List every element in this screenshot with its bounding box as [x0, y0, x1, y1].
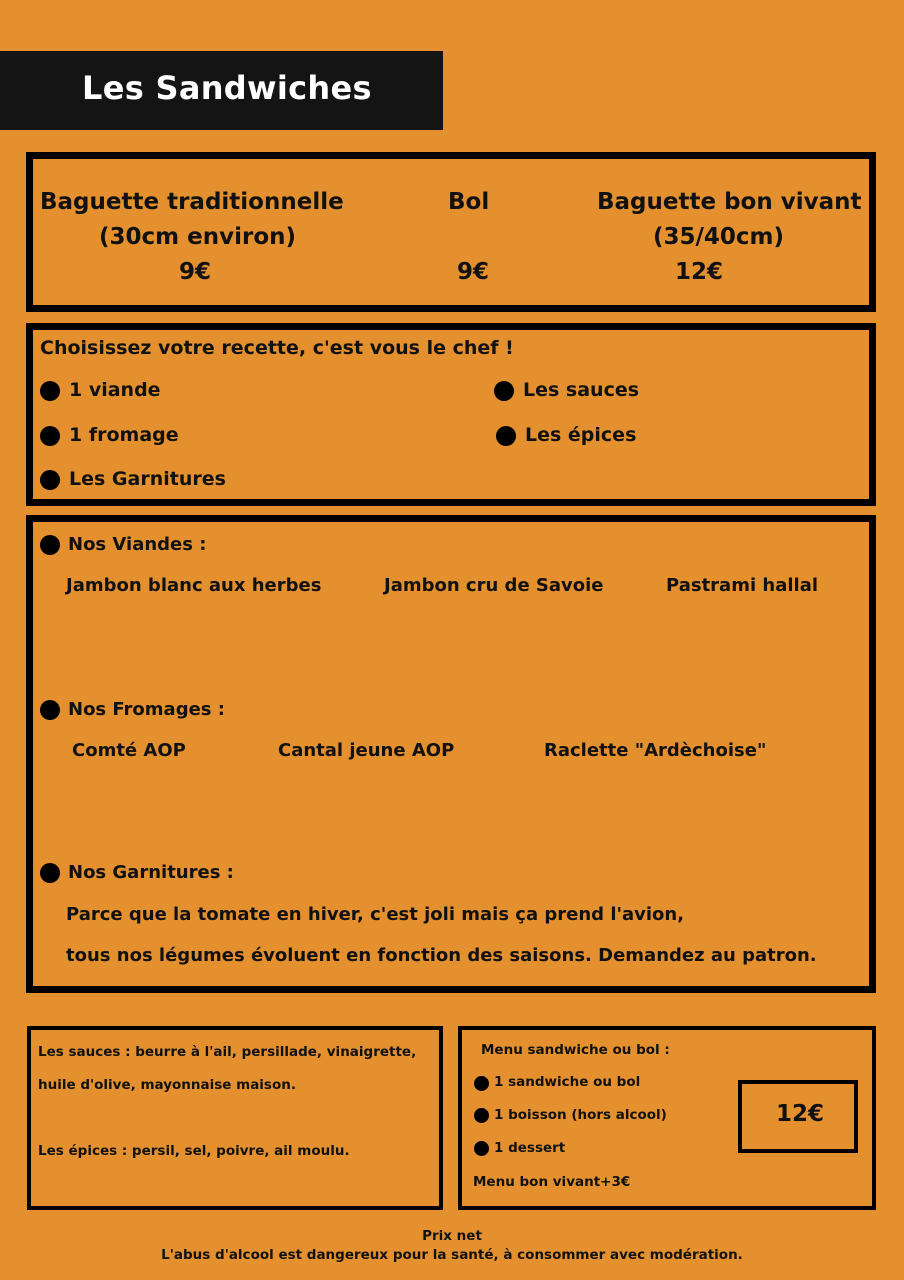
viande-item: Pastrami hallal	[666, 575, 819, 596]
bullet-icon	[40, 381, 60, 401]
bullet-icon	[494, 381, 514, 401]
sauces-line: Les sauces : beurre à l'ail, persillade, vinaigrette,	[38, 1044, 417, 1060]
garnitures-line: Parce que la tomate en hiver, c'est joli mais ça prend l'avion,	[66, 904, 685, 925]
viande-item: Jambon blanc aux herbes	[66, 575, 322, 596]
recipe-item-fromage: 1 fromage	[69, 424, 179, 446]
format-size-baguette-traditionnelle: (30cm environ)	[99, 224, 297, 250]
viandes-title: Nos Viandes :	[68, 534, 207, 555]
recipe-item-epices: Les épices	[525, 424, 637, 446]
footer-prix-net: Prix net	[422, 1228, 482, 1244]
menu-item: 1 dessert	[494, 1140, 566, 1156]
menu-price: 12€	[776, 1101, 825, 1127]
garnitures-title: Nos Garnitures :	[68, 862, 234, 883]
garnitures-line: tous nos légumes évoluent en fonction des saisons. Demandez au patron.	[66, 945, 817, 966]
footer-disclaimer: L'abus d'alcool est dangereux pour la santé, à consommer avec modération.	[161, 1247, 743, 1263]
recipe-intro: Choisissez votre recette, c'est vous le chef !	[40, 337, 514, 359]
recipe-item-sauces: Les sauces	[523, 379, 640, 401]
fromage-item: Cantal jeune AOP	[278, 740, 455, 761]
format-price-baguette-traditionnelle: 9€	[179, 259, 212, 285]
bullet-icon	[40, 863, 60, 883]
menu-extra: Menu bon vivant+3€	[473, 1174, 631, 1190]
format-name-bol: Bol	[448, 189, 490, 215]
epices-line: Les épices : persil, sel, poivre, ail moulu.	[38, 1143, 350, 1159]
header-bar	[0, 51, 443, 130]
bullet-icon	[40, 426, 60, 446]
sauces-line: huile d'olive, mayonnaise maison.	[38, 1077, 296, 1093]
format-name-baguette-bon-vivant: Baguette bon vivant	[597, 189, 862, 215]
bullet-icon	[474, 1141, 489, 1156]
viande-item: Jambon cru de Savoie	[384, 575, 604, 596]
recipe-item-viande: 1 viande	[69, 379, 161, 401]
format-price-bol: 9€	[457, 259, 490, 285]
format-price-baguette-bon-vivant: 12€	[675, 259, 724, 285]
bullet-icon	[40, 700, 60, 720]
menu-item: 1 sandwiche ou bol	[494, 1074, 641, 1090]
bullet-icon	[40, 535, 60, 555]
bullet-icon	[40, 470, 60, 490]
bullet-icon	[474, 1076, 489, 1091]
bullet-icon	[474, 1108, 489, 1123]
format-name-baguette-traditionnelle: Baguette traditionnelle	[40, 189, 344, 215]
menu-item: 1 boisson (hors alcool)	[494, 1107, 667, 1123]
format-size-baguette-bon-vivant: (35/40cm)	[653, 224, 785, 250]
fromage-item: Raclette "Ardèchoise"	[544, 740, 767, 761]
fromages-title: Nos Fromages :	[68, 699, 225, 720]
menu-title: Menu sandwiche ou bol :	[481, 1042, 670, 1058]
page-title: Les Sandwiches	[82, 69, 372, 107]
recipe-item-garnitures: Les Garnitures	[69, 468, 226, 490]
fromage-item: Comté AOP	[72, 740, 186, 761]
bullet-icon	[496, 426, 516, 446]
